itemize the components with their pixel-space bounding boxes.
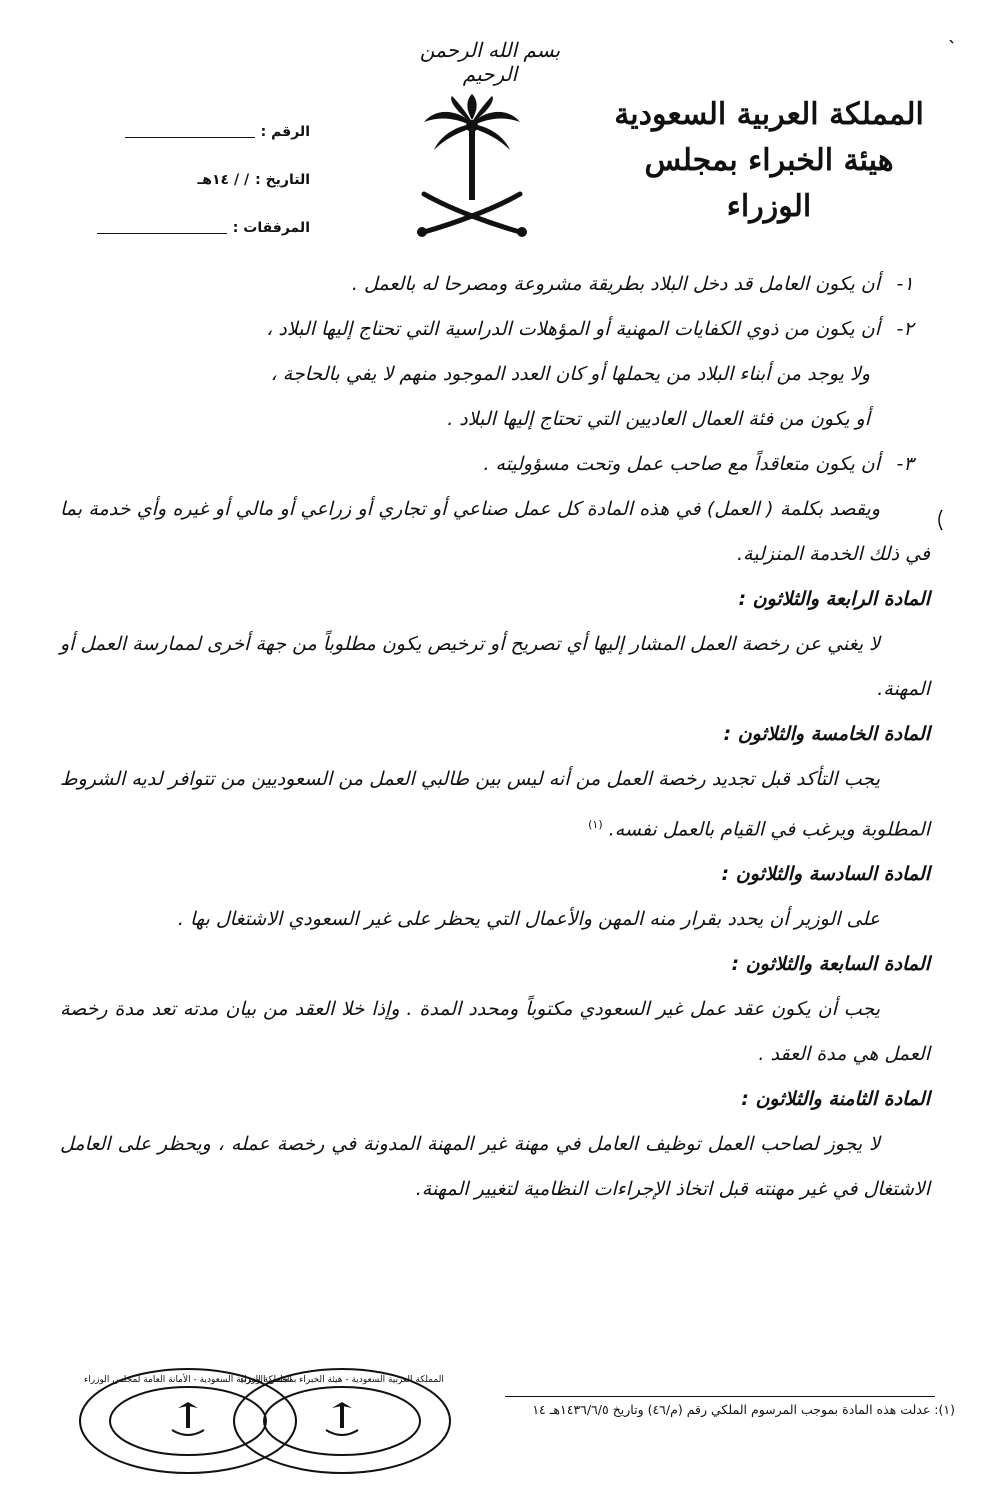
number-label: الرقم : <box>260 124 310 140</box>
footnote: (١): عدلت هذه المادة بموجب المرسوم الملكي رقم (م/٤٦) وتاريخ ١٤٣٦/٦/٥هـ ١٤ <box>532 1402 955 1417</box>
item-number: ٢- <box>896 318 914 340</box>
article-text: لا يغني عن رخصة العمل المشار إليها أي تصريح أو ترخيص يكون مطلوباً من جهة أخرى لممارسة العمل أو المهنة. <box>60 633 930 700</box>
stamp-text: المملكة العربية السعودية - الأمانة العامة لمجلس الوزراء <box>84 1375 292 1385</box>
date-row <box>50 156 310 204</box>
list-item <box>60 262 930 307</box>
item-number: ٣- <box>896 453 914 475</box>
date-label: التاريخ : <box>255 172 310 188</box>
article-text: لا يجوز لصاحب العمل توظيف العامل في مهنة غير المهنة المدونة في رخصة عمله ، ويحظر على العامل الاشتغال في غير مهنته قبل اتخاذ الإجراءات النظامية لتغيير المهنة. <box>60 1133 930 1201</box>
article-heading: المادة الثامنة والثلاثون : <box>741 1088 930 1111</box>
article-text <box>60 757 930 852</box>
number-line <box>125 135 255 138</box>
attachments-label: المرفقات : <box>232 220 310 236</box>
official-stamps <box>70 1360 470 1482</box>
article-text: يجب أن يكون عقد عمل غير السعودي مكتوباً ومحدد المدة . وإذا خلا العقد من بيان مدته تعد مدة رخصة العمل هي مدة العقد . <box>60 998 930 1066</box>
attachments-line <box>97 231 227 234</box>
list-item <box>60 442 930 487</box>
item-text: أن يكون العامل قد دخل البلاد بطريقة مشروعة ومصرحا له بالعمل . <box>351 273 880 295</box>
date-value: / / ١٤هـ <box>197 172 250 188</box>
footnote-ref: (١) <box>588 818 603 831</box>
item-continuation: ولا يوجد من أبناء البلاد من يحملها أو كان العدد الموجود منهم لا يفي بالحاجة ، <box>270 363 870 385</box>
article-heading: المادة السابعة والثلاثون : <box>731 953 930 976</box>
article-text-content: يجب التأكد قبل تجديد رخصة العمل من أنه ليس بين طالبي العمل من السعوديين من تتوافر لديه الشروط المطلوبة ويرغب في القيام بالعمل نفسه. <box>60 768 930 841</box>
list-item <box>60 307 930 352</box>
palm-swords-emblem-icon <box>412 92 532 242</box>
definition-paragraph: ويقصد بكلمة ( العمل) في هذه المادة كل عمل صناعي أو تجاري أو زراعي أو مالي أو غيره وأي خدمة بما في ذلك الخدمة المنزلية. <box>60 498 930 565</box>
number-row <box>50 108 310 156</box>
article-heading: المادة السادسة والثلاثون : <box>721 863 930 886</box>
authority-name: هيئة الخبراء بمجلس الوزراء <box>644 143 894 224</box>
item-number: ١- <box>896 273 914 295</box>
reference-block <box>50 108 310 252</box>
attachments-row <box>50 204 310 252</box>
margin-marks <box>920 40 980 540</box>
letterhead-title <box>609 92 929 230</box>
article-text: على الوزير أن يحدد بقرار منه المهن والأعمال التي يحظر على غير السعودي الاشتغال بها . <box>177 908 880 931</box>
kingdom-name: المملكة العربية السعودية <box>614 97 924 132</box>
item-text: أن يكون متعاقداً مع صاحب عمل وتحت مسؤوليته . <box>483 453 880 475</box>
footnote-divider <box>505 1396 935 1397</box>
document-body <box>60 262 930 1212</box>
item-continuation: أو يكون من فئة العمال العاديين التي تحتاج إليها البلاد . <box>447 408 870 430</box>
article-heading: المادة الرابعة والثلاثون : <box>738 588 930 610</box>
article-heading: المادة الخامسة والثلاثون : <box>723 723 930 745</box>
stamp-text: المملكة العربية السعودية - هيئة الخبراء بمجلس الوزراء <box>240 1375 444 1385</box>
bismillah: بسم الله الرحمن الرحيم <box>419 38 561 86</box>
item-text: أن يكون من ذوي الكفايات المهنية أو المؤهلات الدراسية التي تحتاج إليها البلاد ، <box>266 318 880 340</box>
